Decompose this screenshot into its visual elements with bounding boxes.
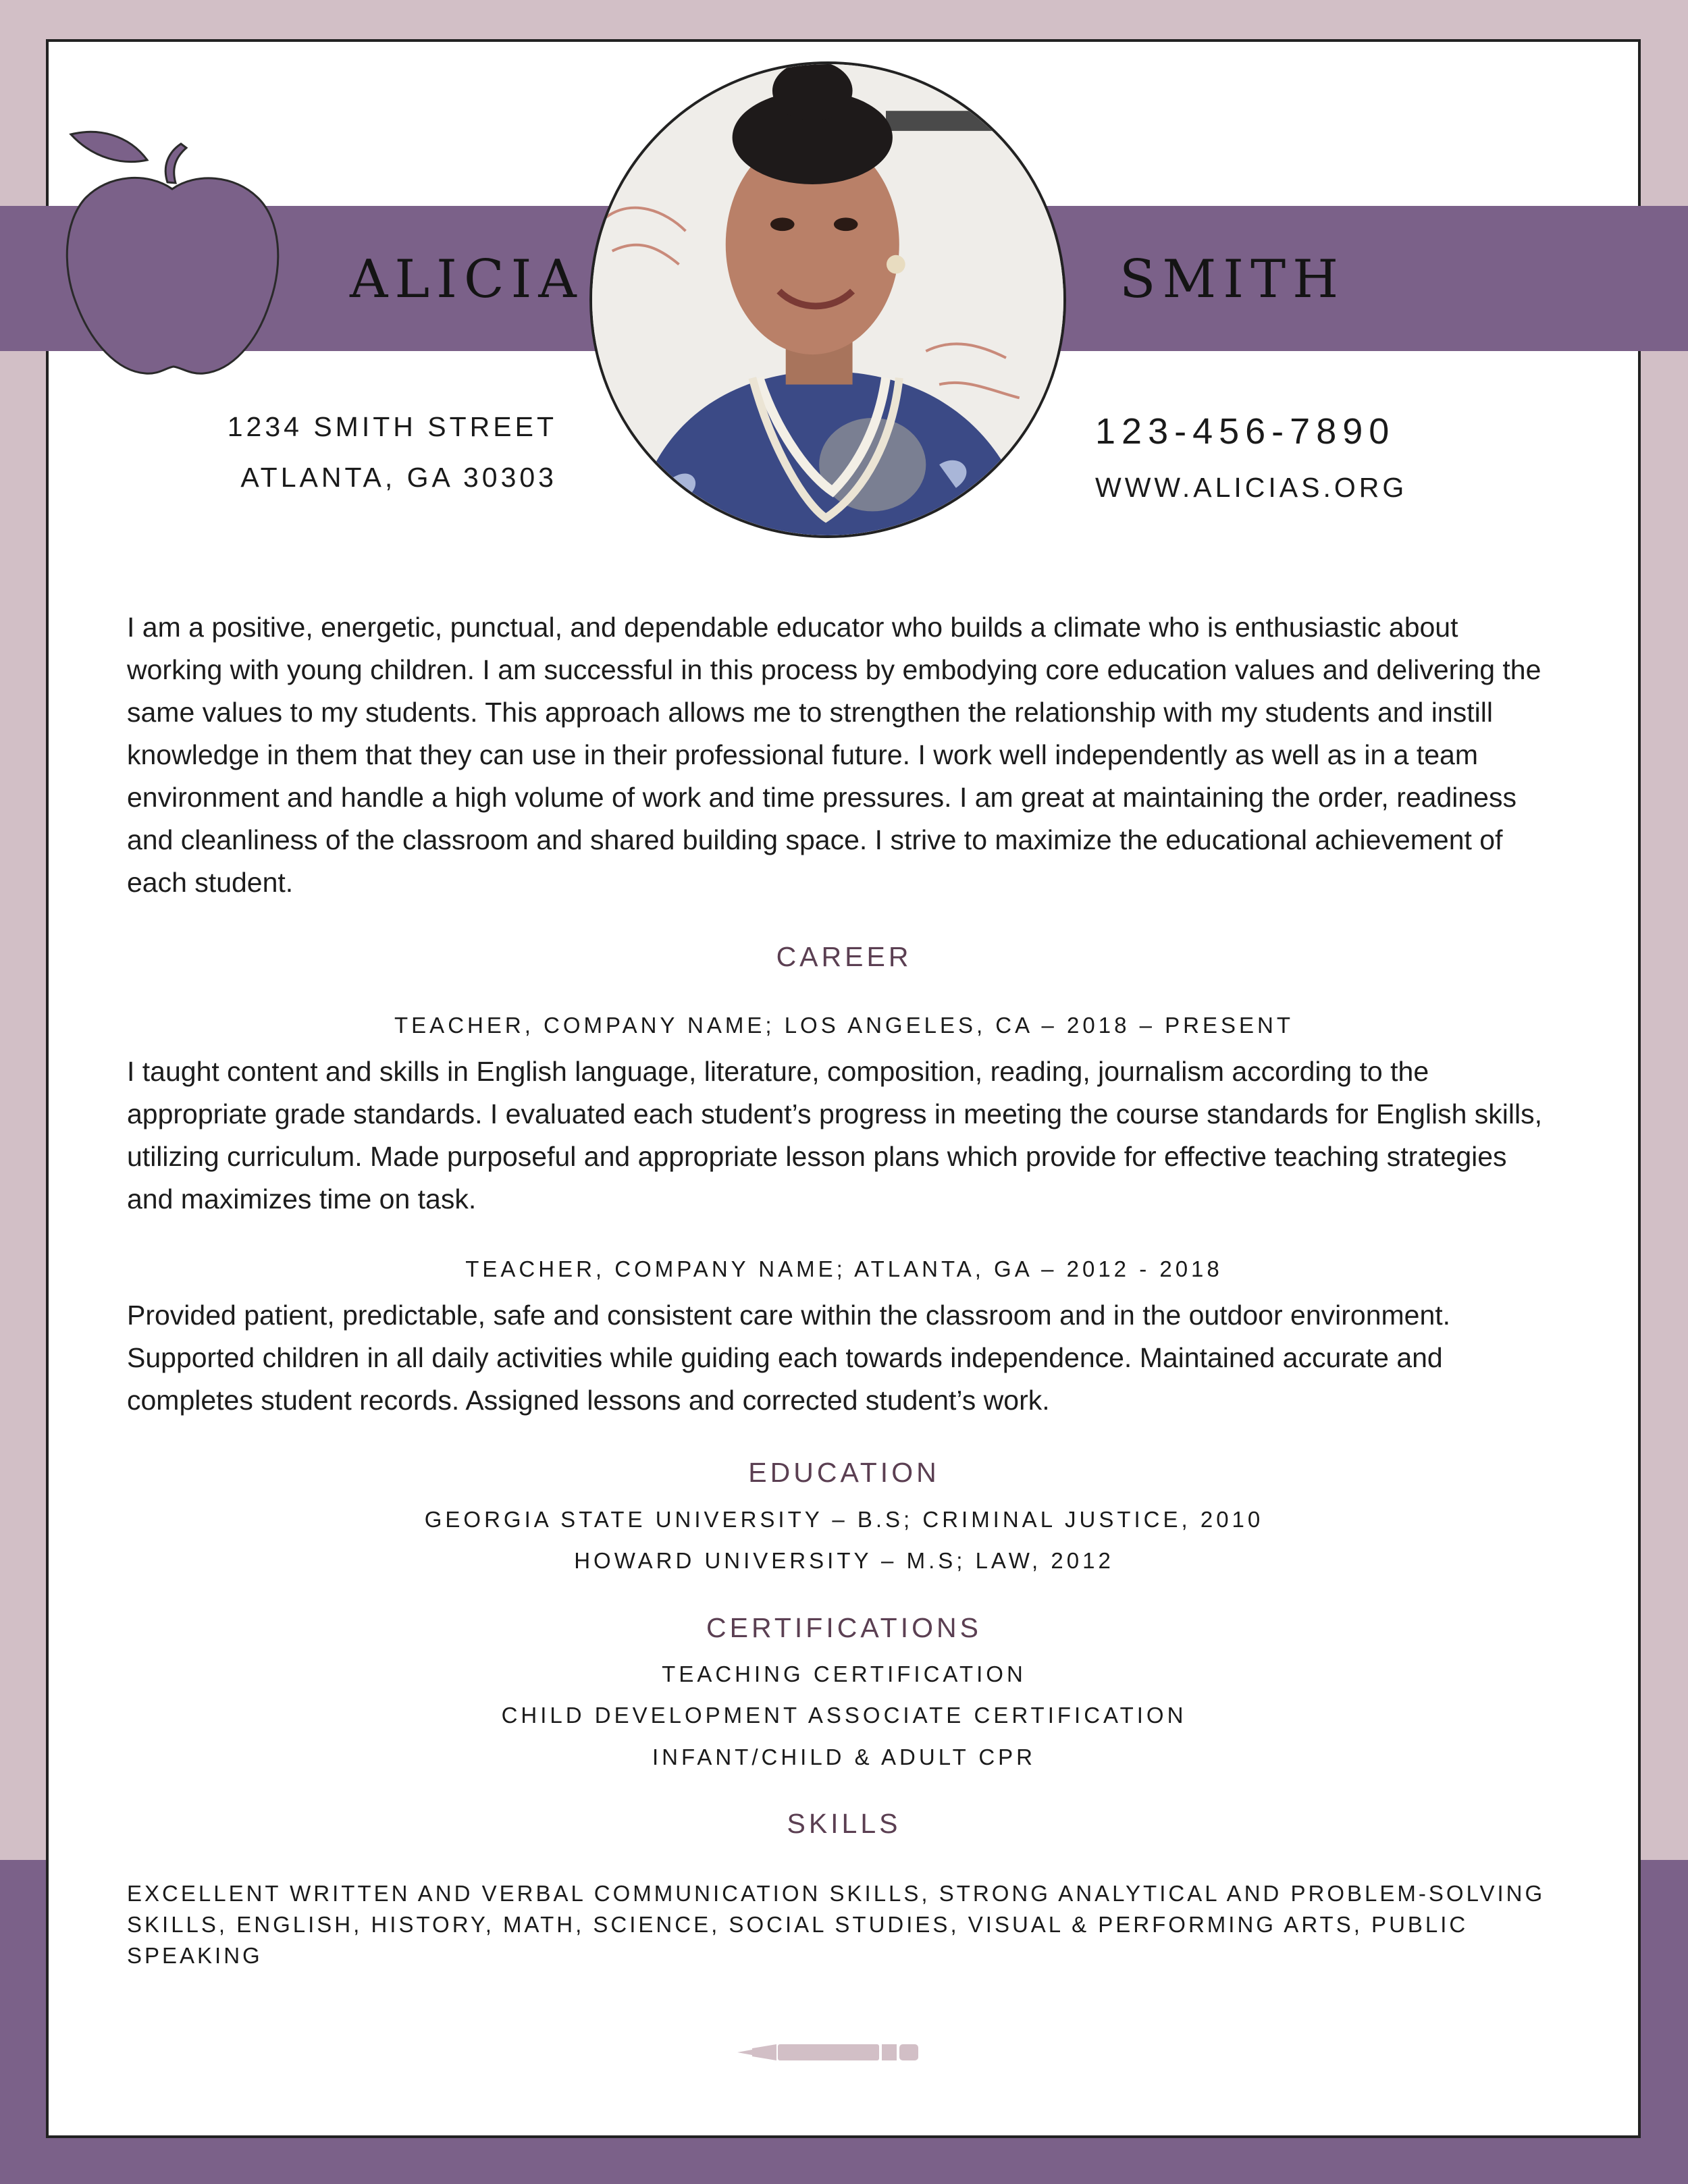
education-item-1: GEORGIA STATE UNIVERSITY – B.S; CRIMINAL JUSTICE, 2010: [424, 1507, 1264, 1532]
education-item-2: HOWARD UNIVERSITY – M.S; LAW, 2012: [574, 1548, 1114, 1573]
certification-item-1: TEACHING CERTIFICATION: [662, 1661, 1026, 1686]
last-name: SMITH: [1119, 249, 1346, 310]
job-description-2: Provided patient, predictable, safe and consistent care within the classroom and in the outdoor environment. Supported children in all daily activities while guiding each towards independence. Maintained accurate and completes student records. Assigned lessons and corrected student’s work.: [127, 1300, 1451, 1416]
apple-icon: [61, 125, 287, 378]
certification-item-2: CHILD DEVELOPMENT ASSOCIATE CERTIFICATION: [501, 1703, 1187, 1728]
address-line-1: 1234 SMITH STREET: [227, 411, 557, 442]
address-line-2: ATLANTA, GA 30303: [240, 462, 557, 493]
skills-list: EXCELLENT WRITTEN AND VERBAL COMMUNICATION SKILLS, STRONG ANALYTICAL AND PROBLEM-SOLVING SKILLS, ENGLISH, HISTORY, MATH, SCIENCE, SOCIAL STUDIES, VISUAL & PERFORMING ARTS, PUBLIC SPEAKING: [127, 1881, 1546, 1968]
job-description-1: I taught content and skills in English language, literature, composition, reading, journalism according to the appropriate grade standards. I evaluated each student’s progress in meeting the course standards for English skills, utilizing curriculum. Made purposeful and appropriate lesson plans which provide for effective teaching strategies and maximizes time on task.: [127, 1056, 1543, 1215]
job-title-2: TEACHER, COMPANY NAME; ATLANTA, GA – 2012 - 2018: [465, 1256, 1223, 1281]
summary-paragraph: I am a positive, energetic, punctual, and dependable educator who builds a climate who is enthusiastic about working with young children. I am successful in this process by embodying core education values and delivering the same values to my students. This approach allows me to strengthen the relationship with my students and instill knowledge in them that they can use in their professional future. I work well independently as well as in a team environment and handle a high volume of work and time pressures. I am great at maintaining the order, readiness and cleanliness of the classroom and shared building space. I strive to maximize the educational achievement of each student.: [127, 612, 1541, 898]
education-heading: EDUCATION: [748, 1457, 940, 1488]
portrait-photo: [589, 61, 1066, 538]
job-title-1: TEACHER, COMPANY NAME; LOS ANGELES, CA – 2018 – PRESENT: [394, 1013, 1294, 1038]
pencil-icon: [737, 2040, 920, 2065]
certification-item-3: INFANT/CHILD & ADULT CPR: [652, 1744, 1036, 1769]
first-name: ALICIA: [350, 249, 583, 310]
phone-number: 123-456-7890: [1095, 411, 1396, 452]
certifications-heading: CERTIFICATIONS: [706, 1612, 982, 1643]
career-heading: CAREER: [776, 941, 912, 972]
website-link[interactable]: WWW.ALICIAS.ORG: [1095, 472, 1408, 503]
skills-heading: SKILLS: [787, 1808, 901, 1839]
